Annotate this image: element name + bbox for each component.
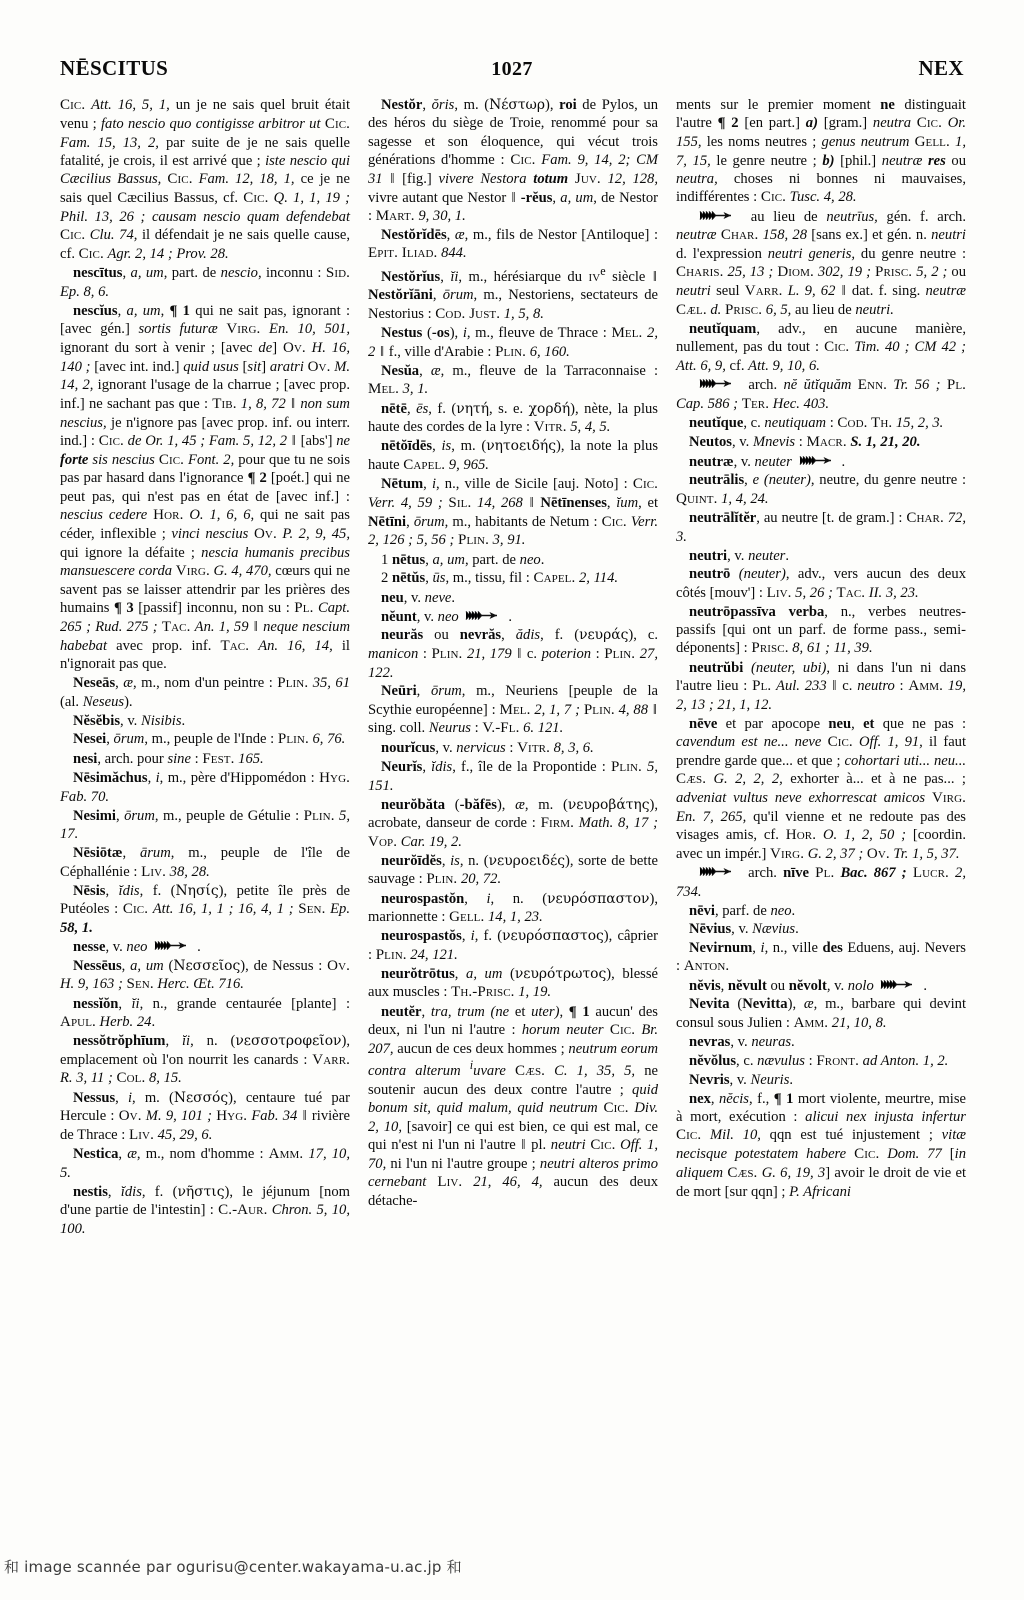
dictionary-entry: neurospastŏn, i, n. (νευρόσπαστον), marionnette : Gell. 14, 1, 23.	[368, 890, 658, 926]
dictionary-entry: Nēsiōtæ, ārum, m., peuple de l'île de Céphallénie : Liv. 38, 28.	[60, 845, 351, 880]
dictionary-entry: Nĕsĕbis, v. Nisibis.	[73, 712, 186, 729]
entry-continuation: au lieu de neutrīus, gén. f. arch. neutræ Char. 158, 28 [sans ex.] et gén. n. neutri d. l'expression neutri generis, du genre neutre : Charis. 25, 13 ; Diom. 302, 19 ; Prisc. 5, 2 ; ou neutri seul Varr. L. 9, 62 ‖ dat. f. sing. neutræ Cæl. d. Prisc. 6, 5, au lieu de neutri.	[676, 208, 967, 318]
dictionary-entry: Nēsis, ĭdis, f. (Νησίς), petite île près de Putéoles : Cic. Att. 16, 1, 1 ; 16, 4, 1 ; Sen. Ep. 58, 1.	[60, 882, 350, 936]
dictionary-entry: Nestŏrĭus, ĭi, m., hérésiarque du $iv^e$ siècle ‖ Nestŏrĭāni, ōrum, m., Nestoriens, sectateurs de Nestorius : Cod. Just. 1, 5, 8.	[368, 263, 659, 322]
dictionary-entry: Neseās, æ, m., nom d'un peintre : Plin. 35, 61 (al. Neseus).	[60, 675, 351, 710]
dictionary-entry: Nestus (-os), i, m., fleuve de Thrace : Mel. 2, 2 ‖ f., ville d'Arabie : Plin. 6, 160.	[368, 324, 658, 360]
dictionary-entry: neutri, v. neuter.	[689, 547, 790, 564]
dictionary-entry: nevras, v. neuras.	[689, 1033, 795, 1050]
dictionary-entry: neutĭquam, adv., en aucune manière, nullement, pas du tout : Cic. Tim. 40 ; CM 42 ; Att. 6, 9, cf. Att. 9, 10, 6.	[676, 321, 966, 375]
dictionary-entry: Nestica, æ, m., nom d'homme : Amm. 17, 10, 5.	[60, 1146, 351, 1182]
dictionary-entry: neurŏīdĕs, is, n. (νευροειδές), sorte de bette sauvage : Plin. 20, 72.	[368, 853, 658, 888]
dictionary-entry: nex, nĕcis, f., ¶ 1 mort violente, meurtre, mise à mort, exécution : alicui nex injusta infertur Cic. Mil. 10, qqn est tué injustement ; vitæ necisque potestatem habere Cic. Dom. 77 [in aliquem Cæs. G. 6, 19, 3] avoir le droit de vie et de mort [sur qqn] ; P. Africani	[676, 1090, 967, 1200]
dictionary-entry: nĕunt, v. neo .	[381, 608, 513, 625]
entry-continuation: Cic. Att. 16, 5, 1, un je ne sais quel bruit était venu ; fato nescio quo contigisse arbitror ut Cic. Fam. 15, 13, 2, par suite de je ne sais quelle fatalité, je crois, il est arrivé que ; iste nescio qui Cæcilius Bassus, Cic. Fam. 12, 18, 1, ce je ne sais quel Cæcilius Bassus, cf. Cic. Q. 1, 1, 19 ; Phil. 13, 26 ; causam nescio quam defendebat Cic. Clu. 74, il défendait je ne sais quelle cause, cf. Cic. Agr. 2, 14 ; Prov. 28.	[60, 97, 350, 262]
dictionary-entry: Nesŭa, æ, m., fleuve de la Tarraconnaise : Mel. 3, 1.	[368, 363, 659, 398]
dictionary-entry: Nevris, v. Neuris.	[689, 1072, 794, 1089]
page-number: 1027	[491, 58, 533, 80]
dictionary-entry: nestis, ĭdis, f. (νῆστις), le jéjunum [nom d'une partie de l'intestin] : C.-Aur. Chron. 5, 10, 100.	[60, 1183, 350, 1237]
dictionary-entry: neurospastŏs, i, f. (νευρόσπαστος), câprier : Plin. 24, 121.	[368, 928, 658, 963]
dictionary-entry: Neutos, v. Mnevis : Macr. S. 1, 21, 20.	[689, 434, 921, 451]
cross-reference-arrow-icon	[153, 941, 195, 950]
dictionary-entry: neutrālis, e (neuter), neutre, du genre neutre : Quint. 1, 4, 24.	[676, 472, 967, 507]
dictionary-entry: neutrŭbi (neuter, ubi), ni dans l'un ni dans l'autre lieu : Pl. Aul. 233 ‖ c. neutro : Amm. 19, 2, 13 ; 21, 1, 12.	[676, 659, 966, 713]
dictionary-entry: Nessus, i, m. (Νεσσός), centaure tué par Hercule : Ov. M. 9, 101 ; Hyg. Fab. 34 ‖ rivière de Thrace : Liv. 45, 29, 6.	[60, 1089, 350, 1143]
dictionary-entry: neurŏtrōtus, a, um (νευρότρωτος), blessé aux muscles : Th.-Prisc. 1, 19.	[368, 966, 659, 1001]
running-head	[60, 56, 964, 86]
dictionary-entry: neurăs ou nevrăs, ădis, f. (νευράς), c. manicon : Plin. 21, 179 ‖ c. poterion : Plin. 27, 122.	[368, 627, 658, 681]
cross-reference-arrow-icon	[698, 379, 740, 388]
dictionary-entry: Nestŏrĭdēs, æ, m., fils de Nestor [Antiloque] : Epit. Iliad. 844.	[368, 227, 658, 262]
dictionary-entry: Neūri, ōrum, m., Neuriens [peuple de la Scythie européenne] : Mel. 2, 1, 7 ; Plin. 4, 88 ‖ sing. coll. Neurus : V.-Fl. 6. 121.	[368, 683, 659, 737]
dictionary-entry: Nēsimăchus, i, m., père d'Hippomédon : Hyg. Fab. 70.	[60, 770, 350, 805]
column-1	[60, 96, 350, 1516]
cross-reference-arrow-icon	[698, 211, 740, 220]
dictionary-entry: nētŏīdēs, is, m. (νητοειδής), la note la plus haute Capel. 9, 965.	[368, 438, 659, 473]
dictionary-entry: neutĭque, c. neutiquam : Cod. Th. 15, 2, 3.	[689, 414, 944, 431]
dictionary-entry: nessŏtrŏphīum, ĭi, n. (νεσσοτροφεῖον), emplacement où l'on nourrit les canards : Varr. R. 3, 11 ; Col. 8, 15.	[60, 1033, 350, 1087]
dictionary-entry: Nestŏr, ŏris, m. (Νέστωρ), roi de Pylos, un des héros du siège de Troie, renommé pour sa sagesse et son éloquence, qui vécut trois générations d'homme : Cic. Fam. 9, 14, 2; CM 31 ‖ [fig.] vivere Nestora totum Juv. 12, 128, vivre autant que Nestor ‖ -rĕus, a, um, de Nestor : Mart. 9, 30, 1.	[368, 97, 659, 224]
dictionary-entry: nētē, ēs, f. (νητή, s. e. χορδή), nète, la plus haute des cordes de la lyre : Vitr. 5, 4, 5.	[368, 400, 658, 435]
dictionary-entry: nĕvis, nĕvult ou nĕvolt, v. nolo .	[689, 977, 928, 994]
dictionary-entry: nescītus, a, um, part. de nescio, inconnu : Sid. Ep. 8, 6.	[60, 265, 350, 300]
dictionary-entry: nesse, v. neo .	[73, 938, 201, 955]
dictionary-entry: Nesimi, ōrum, m., peuple de Gétulie : Plin. 5, 17.	[60, 807, 350, 843]
column-2	[368, 96, 658, 1516]
dictionary-entry: neutrālĭtĕr, au neutre [t. de gram.] : Char. 72, 3.	[676, 509, 966, 545]
dictionary-entry: neutrō (neuter), adv., vers aucun des deux côtés [mouv'] : Liv. 5, 26 ; Tac. II. 3, 23.	[676, 566, 966, 601]
cross-reference-arrow-icon	[879, 980, 921, 989]
entry-continuation: ments sur le premier moment ne distinguait l'autre ¶ 2 [en part.] a) [gram.] neutra Cic. Or. 155, les noms neutres ; genus neutrum Gell. 1, 7, 15, le genre neutre ; b) [phil.] neutræ res ou neutra, choses ni bonnes ni mauvaises, indifférentes : Cic. Tusc. 4, 28.	[676, 97, 967, 206]
dictionary-entry: nesi, arch. pour sine : Fest. 165.	[73, 750, 264, 767]
dictionary-entry: nescĭus, a, um, ¶ 1 qui ne sait pas, ignorant : [avec gén.] sortis futuræ Virg. En. 10, 501, ignorant du sort à venir ; [avec de] Ov. H. 16, 140 ; [avec int. ind.] quid usus [sit] aratri Ov. M. 14, 2, ignorant l'usage de la charrue ; [avec prop. inf.] ne sachant pas que : Tib. 1, 8, 72 ‖ non sum nescius, je n'ignore pas [avec prop. inf. ou interr. ind.] : Cic. de Or. 1, 45 ; Fam. 5, 12, 2 ‖ [abs'] ne forte sis nescius Cic. Font. 2, pour que tu ne sois pas par hasard dans l'ignorance ¶ 2 [poét.] qui ne peut pas, qui n'est pas en état de [avec inf.] : nescius cedere Hor. O. 1, 6, 6, qui ne sait pas céder, inflexible ; vinci nescius Ov. P. 2, 9, 45, qui ignore la défaite ; nescia humanis precibus mansuescere corda Virg. G. 4, 470, cœurs qui ne savent pas se laisser attendrir par les prières des humains ¶ 3 [passif] inconnu, non su : Pl. Capt. 265 ; Rud. 275 ; Tac. An. 1, 59 ‖ neque nescium habebat avec prop. inf. Tac. An. 16, 14, il n'ignorait pas que.	[60, 302, 351, 673]
dictionary-entry: neutræ, v. neuter .	[689, 453, 846, 470]
running-head-left-headword: NĒSCITUS	[60, 56, 169, 80]
dictionary-entry: Nevita (Nevitta), æ, m., barbare qui devint consul sous Julien : Amm. 21, 10, 8.	[676, 996, 966, 1031]
column-3	[676, 96, 966, 1516]
dictionary-entry: neutrōpassīva verba, n., verbes neutres-passifs [qui ont un parf. de forme pass., semi-déponents] : Prisc. 8, 61 ; 11, 39.	[676, 603, 967, 657]
dictionary-entry: Nētum, i, n., ville de Sicile [auj. Noto] : Cic. Verr. 4, 59 ; Sil. 14, 268 ‖ Nētīnenses, ĭum, et Nētīni, ōrum, m., habitants de Netum : Cic. Verr. 2, 126 ; 5, 56 ; Plin. 3, 91.	[368, 475, 659, 549]
running-head-right-headword: NEX	[918, 56, 964, 80]
cross-reference-arrow-icon	[798, 456, 840, 465]
entry-continuation: arch. nīve Pl. Bac. 867 ; Lucr. 2, 734.	[676, 864, 966, 900]
dictionary-entry: neu, v. neve.	[381, 589, 456, 606]
dictionary-entry: nēve et par apocope neu, et que ne pas : cavendum est ne... neve Cic. Off. 1, 91, il faut prendre garde que... et que ; cohortari uti... neu... Cæs. G. 2, 2, 2, exhorter à... et à ne pas... ; adveniat vultus neve exhorrescat amicos Virg. En. 7, 265, qu'il vienne et ne redoute pas des visages amis, cf. Hor. O. 1, 2, 50 ; [coordin. avec un impér.] Virg. G. 2, 37 ; Ov. Tr. 1, 5, 37.	[676, 715, 967, 862]
dictionary-entry: Nesei, ōrum, m., peuple de l'Inde : Plin. 6, 76.	[73, 731, 346, 748]
dictionary-entry: Neurĭs, ĭdis, f., île de la Propontide : Plin. 5, 151.	[368, 758, 658, 794]
dictionary-entry: 1 nētus, a, um, part. de neo.	[381, 551, 545, 568]
dictionary-entry: Nessēus, a, um (Νεσσεῖος), de Nessus : Ov. H. 9, 163 ; Sen. Herc. Œt. 716.	[60, 957, 350, 993]
dictionary-entry: Nevirnum, i, n., ville des Eduens, auj. Nevers : Anton.	[676, 940, 966, 975]
dictionary-entry: nĕvŏlus, c. nævulus : Front. ad Anton. 1, 2.	[689, 1052, 949, 1069]
scan-credit-line: 和 image scannée par ogurisu@center.wakayama-u.ac.jp 和	[4, 1558, 462, 1576]
dictionary-entry: neutĕr, tra, trum (ne et uter), ¶ 1 aucun' des deux, ni l'un ni l'autre : horum neuter Cic. Br. 207, aucun de ces deux hommes ; neutrum eorum contra alterum $^i$uvare Cæs. C. 1, 35, 5, ne soutenir aucun des deux contre l'autre ; quid bonum sit, quid malum, quid neutrum Cic. Div. 2, 10, [savoir] ce qui est bien, ce qui est mal, ce qui n'est ni l'un ni l'autre ‖ pl. neutri Cic. Off. 1, 70, ni l'un ni l'autre groupe ; neutri alteros primo cernebant Liv. 21, 46, 4, aucun des deux détache-	[368, 1003, 658, 1209]
dictionary-entry: Nēvius, v. Nævius.	[689, 921, 799, 938]
dictionary-entry: nessĭŏn, ĭi, n., grande centaurée [plante] : Apul. Herb. 24.	[60, 995, 350, 1030]
cross-reference-arrow-icon	[464, 611, 506, 620]
dictionary-entry: nourĭcus, v. nervicus : Vitr. 8, 3, 6.	[381, 739, 594, 756]
entry-continuation: arch. nĕ ŭtĭquăm Enn. Tr. 56 ; Pl. Cap. 586 ; Ter. Hec. 403.	[676, 376, 967, 412]
dictionary-columns	[60, 96, 966, 1516]
dictionary-entry: 2 nētŭs, ūs, m., tissu, fil : Capel. 2, 114.	[381, 570, 619, 587]
dictionary-entry: nēvi, parf. de neo.	[689, 902, 796, 919]
cross-reference-arrow-icon	[698, 867, 740, 876]
dictionary-entry: neurŏbăta (-băfēs), æ, m. (νευροβάτης), acrobate, danseur de corde : Firm. Math. 8, 17 ; Vop. Car. 19, 2.	[368, 796, 658, 850]
